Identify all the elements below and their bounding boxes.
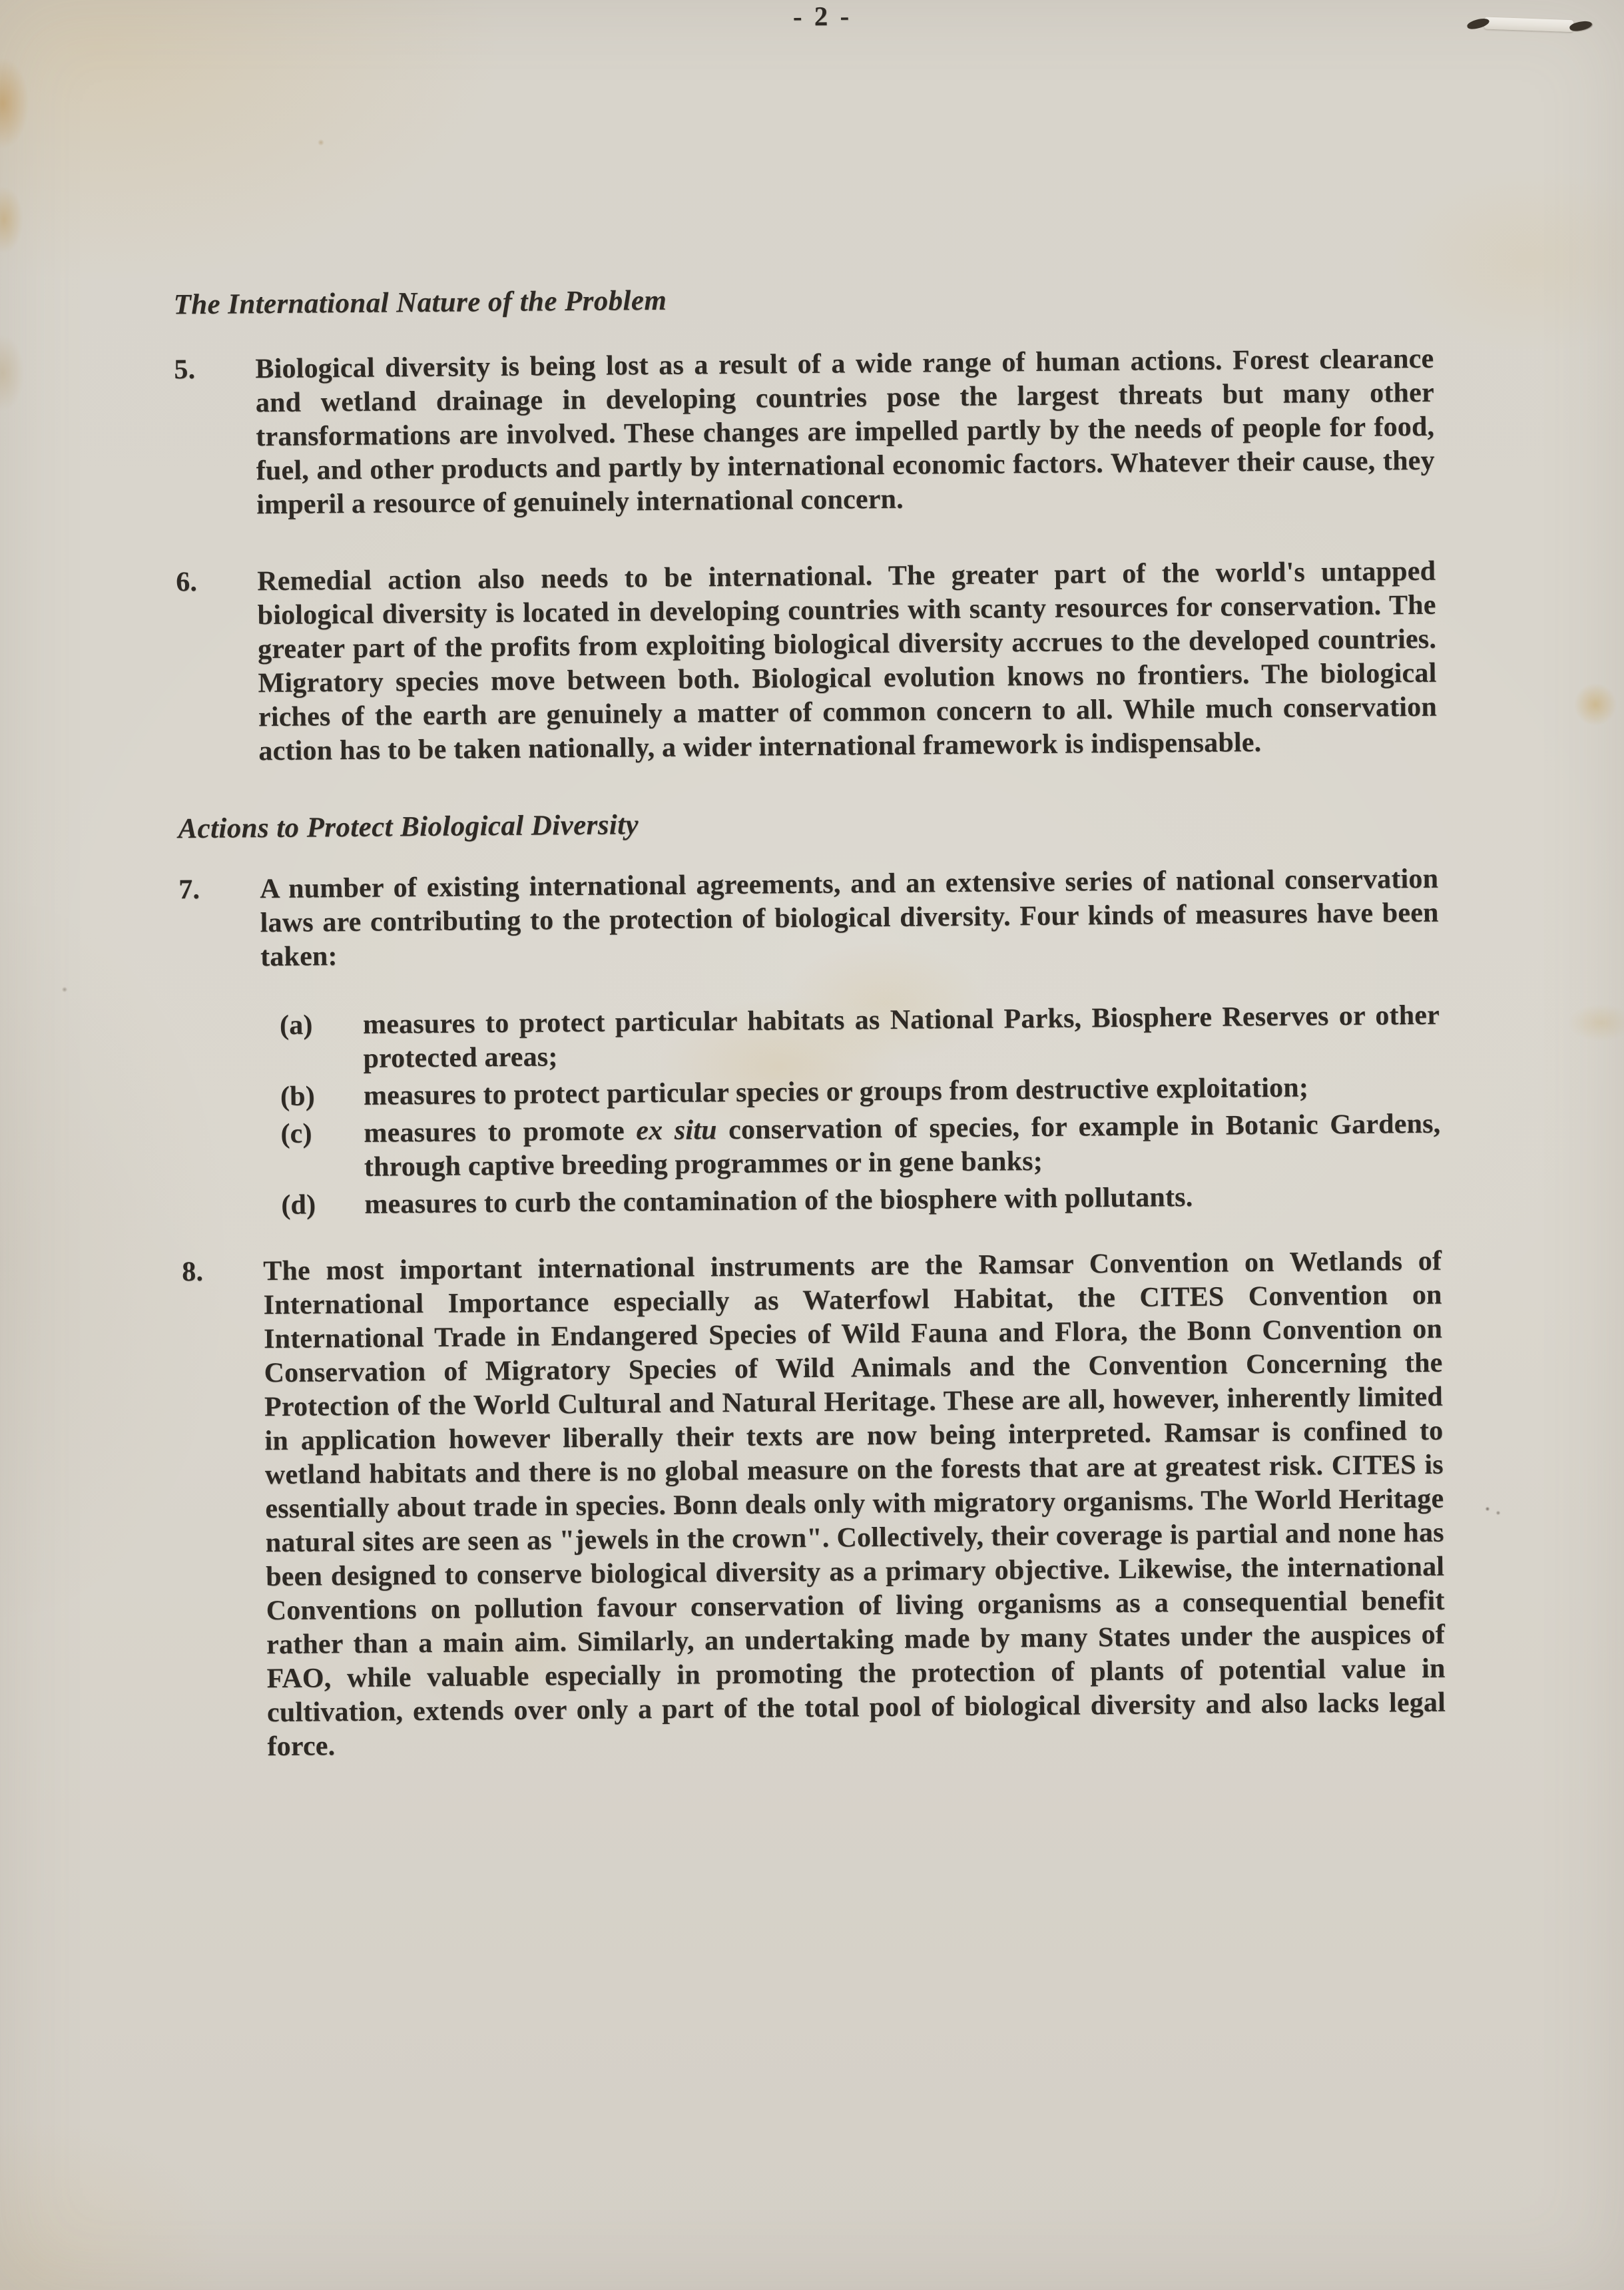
paragraph-7-number: 7. bbox=[178, 874, 200, 906]
list-item-c-label: (c) bbox=[280, 1118, 312, 1149]
paragraph-5-text: Biological diversity is being lost as a result of a wide range of human actions. Forest clearance and wetland drainage in developing countries pose the largest threats but many other transformations are involved. These changes are impelled partly by the needs of people for food, fuel, and other products and partly by international economic factors. Whatever their cause, they imperil a resource of genuinely international concern. bbox=[255, 343, 1435, 521]
document-content bbox=[173, 277, 1446, 1765]
paragraph-7 bbox=[178, 862, 1439, 976]
section-heading-actions: Actions to Protect Biological Diversity bbox=[178, 809, 639, 845]
paragraph-6-text: Remedial action also needs to be international. The greater part of the world's untapped biological diversity is located in developing countries with scanty resources for conservation. The greater part of the profits from exploiting biological diversity accrues to the developed countries. Migratory species move between both. Biological evolution knows no frontiers. The biological riches of the earth are genuinely a matter of common concern to all. While much conservation action has to be taken nationally, a wider international framework is indispensable. bbox=[257, 555, 1438, 767]
list-item-d-text: measures to curb the contamination of the biosphere with pollutants. bbox=[364, 1181, 1193, 1220]
paragraph-5 bbox=[174, 342, 1435, 523]
paragraph-7-text: A number of existing international agreements, and an extensive series of national conservation laws are contributing to the protection of biological diversity. Four kinds of measures have been taken: bbox=[260, 863, 1439, 973]
section-heading-international-nature: The International Nature of the Problem bbox=[173, 284, 667, 321]
measures-list bbox=[180, 999, 1442, 1223]
list-item-b-text: measures to protect particular species or groups from destructive exploitation; bbox=[363, 1072, 1309, 1111]
list-item-a bbox=[180, 999, 1440, 1078]
paragraph-5-number: 5. bbox=[174, 354, 196, 386]
page-number: - 2 - bbox=[792, 0, 852, 32]
paragraph-6-number: 6. bbox=[176, 567, 198, 598]
list-item-c-text bbox=[364, 1107, 1441, 1185]
item-text-segment: conservation of species, for example in Botanic Gardens, through captive breeding programmes or in gene banks; bbox=[364, 1108, 1441, 1183]
list-item-c bbox=[180, 1107, 1441, 1187]
list-item-b-label: (b) bbox=[280, 1081, 316, 1112]
list-item-d-label: (d) bbox=[281, 1189, 316, 1221]
list-item-a-text: measures to protect particular habitats as National Parks, Biosphere Reserves or other protected areas; bbox=[362, 1000, 1440, 1074]
italic-phrase-ex-situ: ex situ bbox=[636, 1115, 717, 1147]
paragraph-8 bbox=[182, 1245, 1446, 1765]
item-text-segment: measures to promote bbox=[364, 1115, 637, 1149]
list-item-a-label: (a) bbox=[279, 1009, 313, 1041]
list-item-b bbox=[180, 1070, 1440, 1115]
list-item-d bbox=[181, 1179, 1441, 1224]
paragraph-8-number: 8. bbox=[182, 1256, 204, 1288]
paragraph-8-text: The most important international instruments are the Ramsar Convention on Wetlands of International Importance especially as Waterfowl Habitat, the CITES Convention on International Trade in Endangered Species of Wild Fauna and Flora, the Bonn Convention on Conservation of Migratory Species of Wild Animals and the Convention Concerning the Protection of the World Cultural and Natural Heritage. These are all, however, inherently limited in application however liberally their texts are now being interpreted. Ramsar is confined to wetland habitats and there is no global measure on the forests that are at greatest risk. CITES is essentially about trade in species. Bonn deals only with migratory organisms. The World Heritage natural sites are seen as "jewels in the crown". Collectively, their coverage is partial and none has been designed to conserve biological diversity as a primary objective. Likewise, the international Conventions on pollution favour conservation of living organisms as a consequential benefit rather than a main aim. Similarly, an undertaking made by many States under the auspices of FAO, while valuable especially in promoting the protection of plants of potential value in cultivation, extends over only a part of the total pool of biological diversity and also lacks legal force. bbox=[263, 1245, 1446, 1763]
paragraph-6 bbox=[176, 555, 1438, 769]
